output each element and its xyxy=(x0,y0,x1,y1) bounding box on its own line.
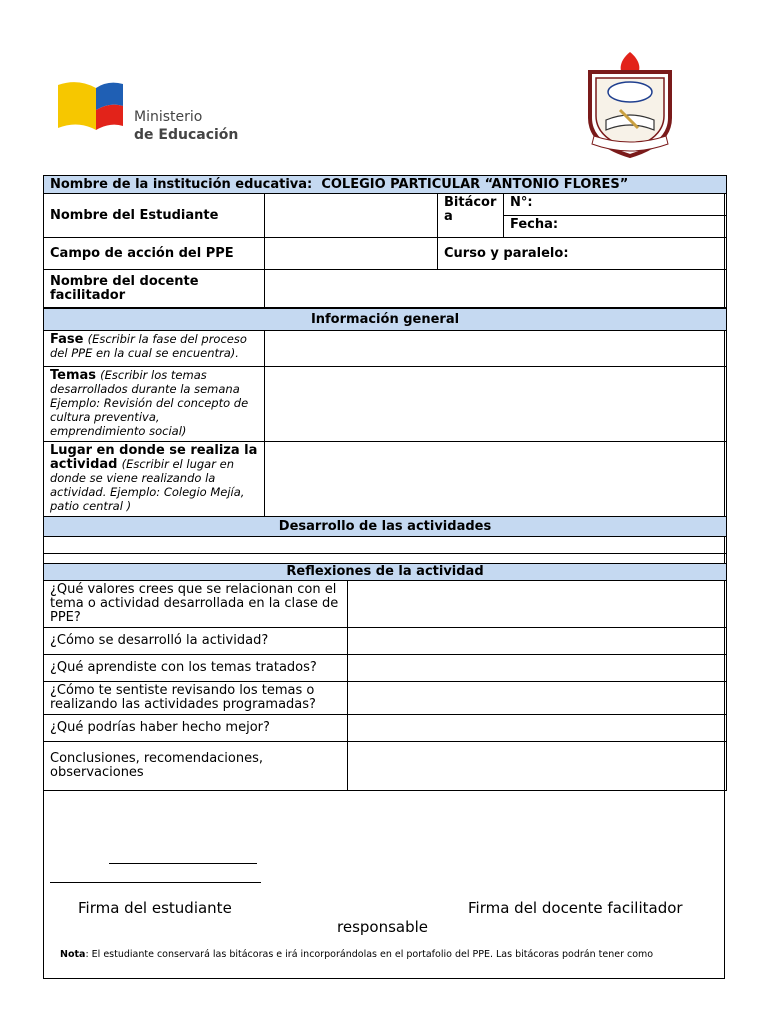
signature-line-short xyxy=(109,863,257,864)
institution-value: COLEGIO PARTICULAR “ANTONIO FLORES” xyxy=(321,176,629,192)
school-seal xyxy=(580,48,680,163)
date-label: Fecha: xyxy=(510,217,559,232)
place-label: Lugar en donde se realiza la actividad xyxy=(50,443,258,472)
school-crest-icon xyxy=(580,48,680,163)
reflections-table xyxy=(43,563,727,791)
general-info-table xyxy=(43,308,727,581)
institution-label: Nombre de la institución educativa: xyxy=(50,176,313,192)
question-6: Conclusiones, recomendaciones, observaciones xyxy=(44,742,348,791)
question-3: ¿Qué aprendiste con los temas tratados? xyxy=(44,655,348,682)
student-signature-label: Firma del estudiante xyxy=(78,899,232,917)
development-line-1[interactable] xyxy=(44,537,727,554)
teacher-field[interactable] xyxy=(265,270,727,308)
student-name-field[interactable] xyxy=(265,194,438,238)
phase-cell xyxy=(44,331,265,367)
topics-field[interactable] xyxy=(265,367,727,442)
topics-hint: (Escribir los temas desarrollados durante la semana Ejemplo: Revisión del concepto de cultura preventiva, emprendimiento social) xyxy=(50,368,249,438)
place-hint: (Escribir el lugar en donde se viene realizando la actividad. Ejemplo: Colegio Mejía, patio central ) xyxy=(50,457,245,513)
development-title: Desarrollo de las actividades xyxy=(44,517,727,537)
reflections-title: Reflexiones de la actividad xyxy=(44,564,727,581)
note-text: : El estudiante conservará las bitácoras e irá incorporándolas en el portafolio del PPE. Las bitácoras podrán tener como xyxy=(85,949,654,960)
course-field[interactable] xyxy=(438,238,727,270)
question-4: ¿Cómo te sentiste revisando los temas o realizando las actividades programadas? xyxy=(44,682,348,715)
student-name-label: Nombre del Estudiante xyxy=(44,194,265,238)
note-label: Nota xyxy=(60,949,86,960)
institution-row xyxy=(44,176,727,194)
teacher-label: Nombre del docente facilitador xyxy=(44,270,265,308)
answer-2[interactable] xyxy=(348,628,727,655)
answer-6[interactable] xyxy=(348,742,727,791)
answer-5[interactable] xyxy=(348,715,727,742)
answer-1[interactable] xyxy=(348,581,727,628)
teacher-signature-responsible: responsable xyxy=(337,918,429,936)
answer-4[interactable] xyxy=(348,682,727,715)
question-1: ¿Qué valores crees que se relacionan con el tema o actividad desarrollada en la clase de PPE? xyxy=(44,581,348,628)
general-info-title: Información general xyxy=(44,309,727,331)
topics-label: Temas xyxy=(50,368,97,383)
phase-label: Fase xyxy=(50,332,84,347)
note xyxy=(60,949,653,960)
teacher-signature-label: Firma del docente facilitador xyxy=(468,899,683,917)
bitacora-label: Bitácora xyxy=(438,194,504,238)
topics-cell xyxy=(44,367,265,442)
course-label: Curso y paralelo: xyxy=(444,245,569,261)
identification-table xyxy=(43,175,727,308)
ministry-line1: Ministerio xyxy=(134,109,203,125)
number-label: N°: xyxy=(510,195,533,210)
phase-hint: (Escribir la fase del proceso del PPE en la cual se encuentra). xyxy=(50,332,247,360)
date-field[interactable] xyxy=(504,216,727,238)
field-label: Campo de acción del PPE xyxy=(44,238,265,270)
ministry-name xyxy=(134,108,238,144)
place-field[interactable] xyxy=(265,442,727,517)
ministry-line2: de Educación xyxy=(134,127,239,143)
question-5: ¿Qué podrías haber hecho mejor? xyxy=(44,715,348,742)
place-cell xyxy=(44,442,265,517)
question-2: ¿Cómo se desarrolló la actividad? xyxy=(44,628,348,655)
phase-field[interactable] xyxy=(265,331,727,367)
student-signature-line[interactable] xyxy=(50,882,261,883)
answer-3[interactable] xyxy=(348,655,727,682)
number-field[interactable] xyxy=(504,194,727,216)
field-value[interactable] xyxy=(265,238,438,270)
